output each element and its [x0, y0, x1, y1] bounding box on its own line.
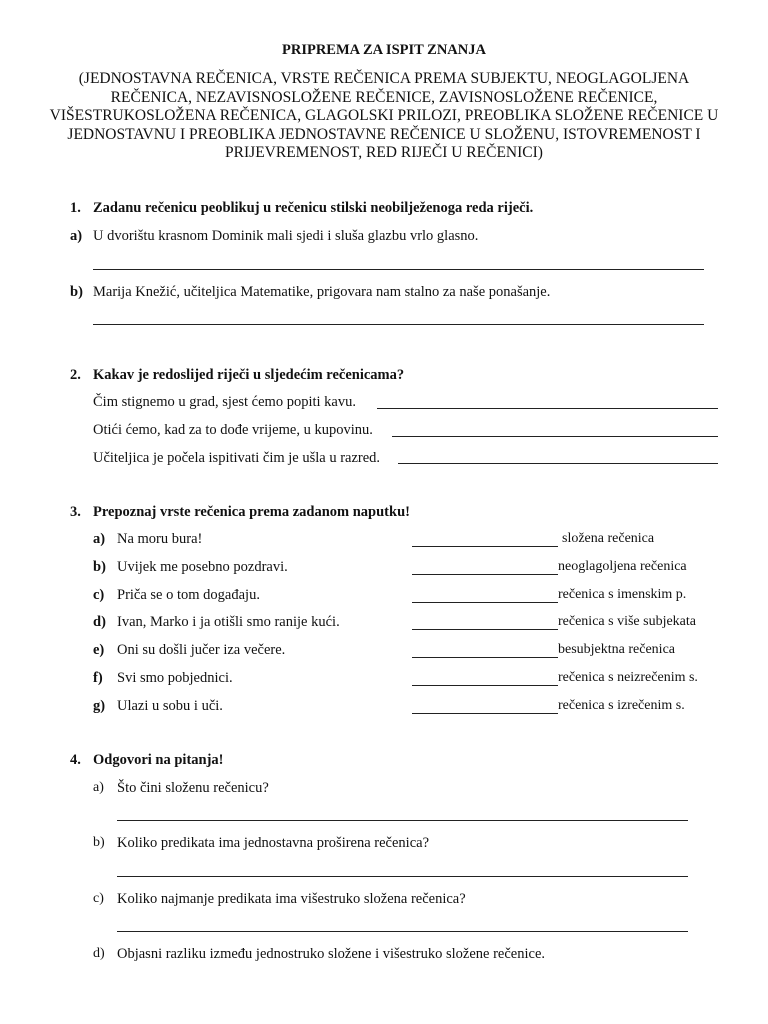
q3-item-g-label: g)	[93, 698, 106, 714]
q4-item-d-label: d)	[93, 946, 105, 961]
q3-item-a-type: složena rečenica	[562, 531, 655, 546]
q3-item-c-text: Priča se o tom događaju.	[117, 587, 260, 603]
q3-item-g-type: rečenica s izrečenim s.	[558, 698, 685, 713]
q2-number: 2.	[70, 367, 81, 383]
q2-heading: Kakav je redoslijed riječi u sljedećim rečenicama?	[93, 367, 405, 383]
q2-answer-line-1[interactable]	[377, 408, 718, 409]
q3-item-e-answer-line[interactable]	[412, 657, 558, 658]
q2-sentence-3: Učiteljica je počela ispitivati čim je ušla u razred.	[93, 450, 381, 466]
q4-item-a-answer-line[interactable]	[117, 820, 688, 821]
q2-sentence-2: Otići ćemo, kad za to dođe vrijeme, u kupovinu.	[93, 422, 373, 438]
q4-item-c-label: c)	[93, 891, 104, 906]
q3-item-e-label: e)	[93, 642, 105, 658]
q1-item-a-answer-line[interactable]	[93, 269, 704, 270]
q1-item-b-answer-line[interactable]	[93, 324, 704, 325]
q1-number: 1.	[70, 200, 81, 216]
q3-item-c-answer-line[interactable]	[412, 602, 558, 603]
q4-item-c-answer-line[interactable]	[117, 931, 688, 932]
q3-item-e-text: Oni su došli jučer iza večere.	[117, 642, 286, 658]
q3-item-g-answer-line[interactable]	[412, 713, 558, 714]
q3-item-d-text: Ivan, Marko i ja otišli smo ranije kući.	[117, 614, 340, 630]
q2-sentence-1: Čim stignemo u grad, sjest ćemo popiti kavu.	[93, 394, 356, 410]
q3-item-c-label: c)	[93, 587, 105, 603]
q3-item-f-label: f)	[93, 670, 103, 686]
q4-item-c-text: Koliko najmanje predikata ima višestruko složena rečenica?	[117, 891, 466, 907]
q1-item-a-text: U dvorištu krasnom Dominik mali sjedi i sluša glazbu vrlo glasno.	[93, 228, 479, 244]
q3-item-f-text: Svi smo pobjednici.	[117, 670, 233, 686]
q3-item-b-text: Uvijek me posebno pozdravi.	[117, 559, 288, 575]
q3-item-d-answer-line[interactable]	[412, 629, 558, 630]
q3-item-a-text: Na moru bura!	[117, 531, 203, 547]
q1-item-b-label: b)	[70, 284, 83, 300]
q3-item-e-type: besubjektna rečenica	[558, 642, 675, 657]
q3-item-d-label: d)	[93, 614, 106, 630]
q3-item-d-type: rečenica s više subjekata	[558, 614, 696, 629]
q4-item-a-text: Što čini složenu rečenicu?	[117, 780, 269, 796]
q4-item-b-answer-line[interactable]	[117, 876, 688, 877]
q3-item-b-label: b)	[93, 559, 106, 575]
q3-item-a-label: a)	[93, 531, 106, 547]
q1-heading: Zadanu rečenicu peoblikuj u rečenicu stilski neobilježenoga reda riječi.	[93, 200, 534, 216]
page-subtitle: (JEDNOSTAVNA REČENICA, VRSTE REČENICA PREMA SUBJEKTU, NEOGLAGOLJENA REČENICA, NEZAVISNOSLOŽENE REČENICE, ZAVISNOSLOŽENE REČENICE, VIŠESTRUKOSLOŽENA REČENICA, GLAGOLSKI PRILOZI, PREOBLIKA SLOŽENE REČENICE U JEDNOSTAVNU I PREOBLIKA JEDNOSTAVNE REČENICE U SLOŽENU, ISTOVREMENOST I PRIJEVREMENOST, RED RIJEČI U REČENICI)	[49, 70, 719, 161]
q3-item-a-answer-line[interactable]	[412, 546, 558, 547]
q3-heading: Prepoznaj vrste rečenica prema zadanom naputku!	[93, 504, 410, 520]
q4-item-b-text: Koliko predikata ima jednostavna proširena rečenica?	[117, 835, 430, 851]
q3-item-g-text: Ulazi u sobu i uči.	[117, 698, 223, 714]
q3-item-b-answer-line[interactable]	[412, 574, 558, 575]
q3-number: 3.	[70, 504, 81, 520]
q3-item-c-type: rečenica s imenskim p.	[558, 587, 687, 602]
q4-number: 4.	[70, 752, 81, 768]
q4-item-b-label: b)	[93, 835, 105, 850]
q1-item-a-label: a)	[70, 228, 83, 244]
q4-item-a-label: a)	[93, 780, 104, 795]
q1-item-b-text: Marija Knežić, učiteljica Matematike, prigovara nam stalno za naše ponašanje.	[93, 284, 551, 300]
q3-item-b-type: neoglagoljena rečenica	[558, 559, 687, 574]
q4-item-d-text: Objasni razliku između jednostruko složene i višestruko složene rečenice.	[117, 946, 546, 962]
q4-heading: Odgovori na pitanja!	[93, 752, 224, 768]
q3-item-f-type: rečenica s neizrečenim s.	[558, 670, 698, 685]
q2-answer-line-2[interactable]	[392, 436, 718, 437]
q3-item-f-answer-line[interactable]	[412, 685, 558, 686]
q2-answer-line-3[interactable]	[398, 463, 718, 464]
page-title: PRIPREMA ZA ISPIT ZNANJA	[282, 42, 486, 58]
